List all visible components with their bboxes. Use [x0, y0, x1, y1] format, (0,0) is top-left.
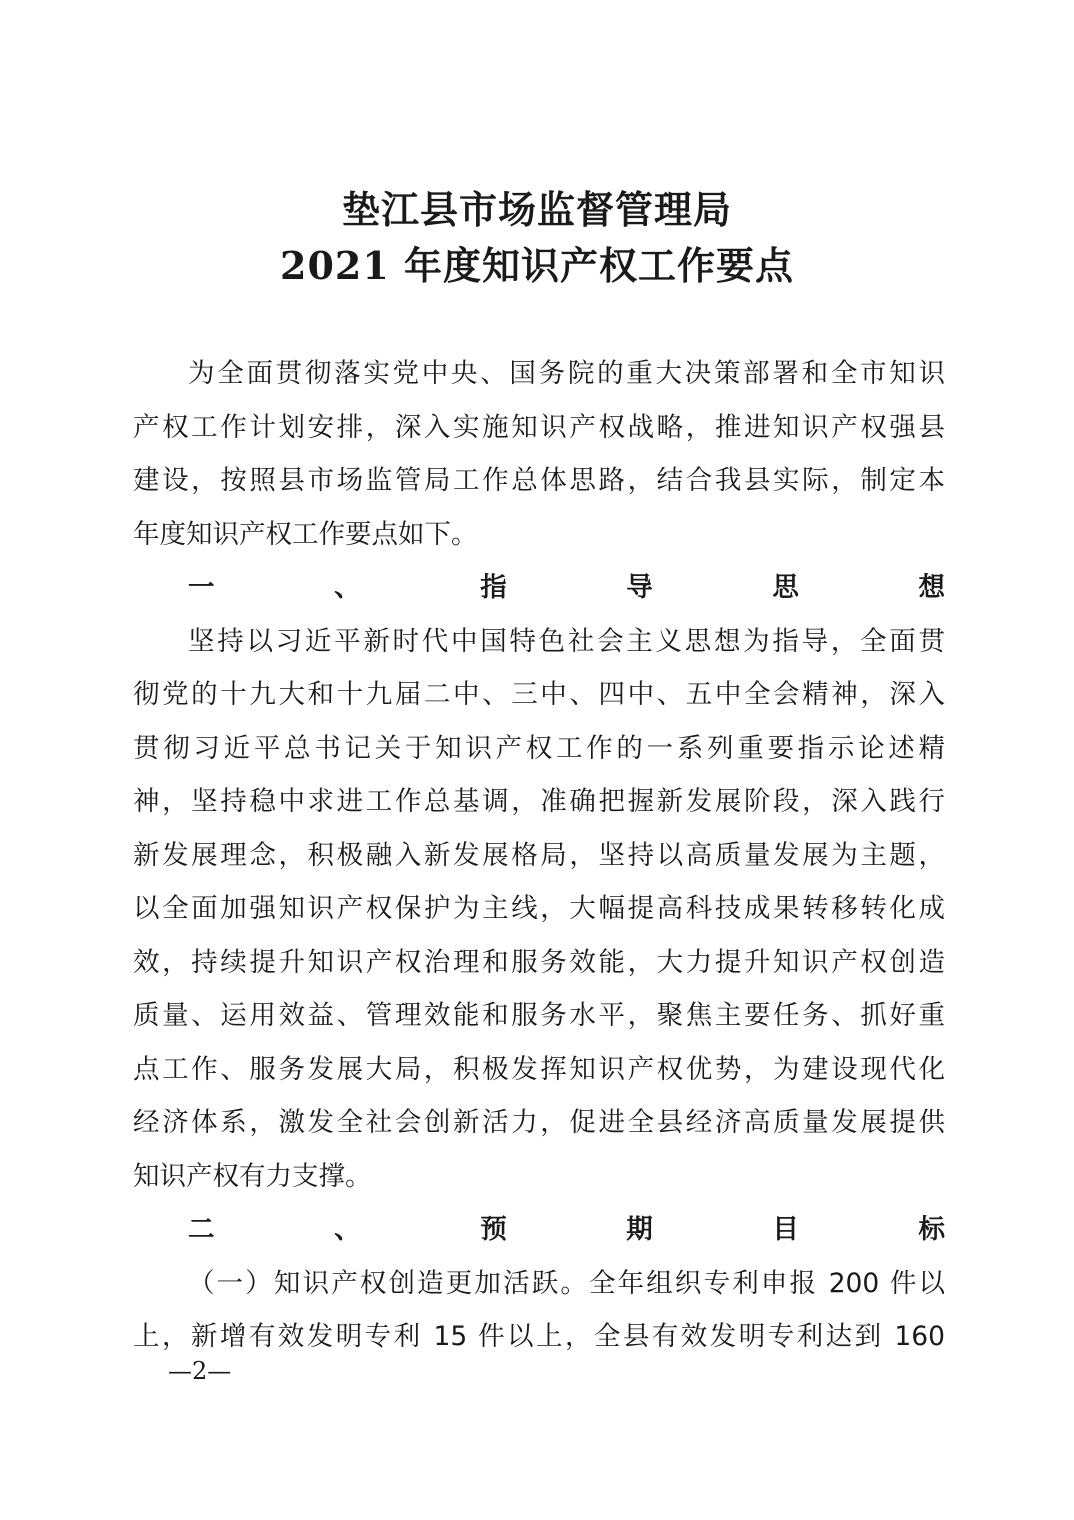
section1-line: 经济体系，激发全社会创新活力，促进全县经济高质量发展提供 [133, 1107, 945, 1138]
section1-line: 神，坚持稳中求进工作总基调，准确把握新发展阶段，深入践行 [133, 786, 945, 817]
intro-line: 建设，按照县市场监管局工作总体思路，结合我县实际，制定本 [133, 465, 945, 496]
section1-line: 点工作、服务发展大局，积极发挥知识产权优势，为建设现代化 [133, 1053, 945, 1085]
section1-line: 质量、运用效益、管理效能和服务水平，聚焦主要任务、抓好重 [133, 1000, 945, 1031]
section1-line: 新发展理念，积极融入新发展格局，坚持以高质量发展为主题， [133, 839, 945, 871]
section2-line: （一）知识产权创造更加活跃。全年组织专利申报 200 件以 [188, 1267, 945, 1299]
document-title-line2: 2021 年度知识产权工作要点 [280, 243, 794, 288]
section2-line: 上，新增有效发明专利 15 件以上，全县有效发明专利达到 160 [133, 1321, 945, 1352]
section1-line: 贯彻习近平总书记关于知识产权工作的一系列重要指示论述精 [133, 732, 945, 764]
section-heading-expected-goals: 二、预期目标 [188, 1214, 945, 1245]
intro-line: 为全面贯彻落实党中央、国务院的重大决策部署和全市知识 [188, 358, 945, 389]
page-number: —2— [168, 1357, 232, 1385]
document-body [133, 347, 945, 1364]
section1-line: 效，持续提升知识产权治理和服务效能，大力提升知识产权创造 [133, 946, 945, 978]
intro-line: 年度知识产权工作要点如下。 [133, 518, 478, 550]
intro-line: 产权工作计划安排，深入实施知识产权战略，推进知识产权强县 [133, 411, 945, 443]
section1-line: 坚持以习近平新时代中国特色社会主义思想为指导，全面贯 [188, 625, 945, 657]
section-heading-guiding-ideology: 一、指导思想 [188, 572, 945, 603]
document-title-line1: 垫江县市场监督管理局 [341, 187, 732, 232]
section1-line: 知识产权有力支撑。 [133, 1160, 372, 1192]
section1-line: 以全面加强知识产权保护为主线，大幅提高科技成果转移转化成 [133, 893, 945, 924]
section1-line: 彻党的十九大和十九届二中、三中、四中、五中全会精神，深入 [133, 679, 945, 710]
